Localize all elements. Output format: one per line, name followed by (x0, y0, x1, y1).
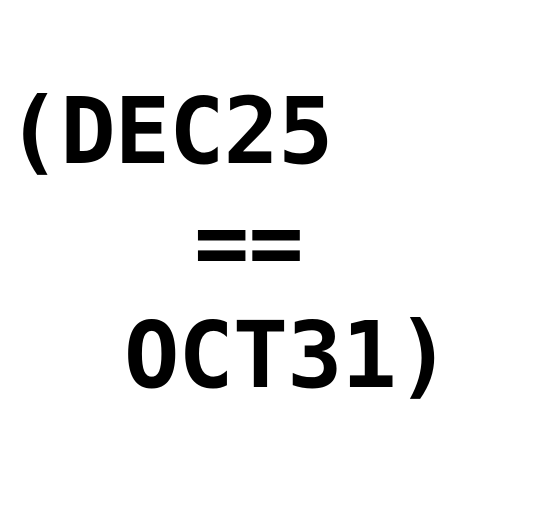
expression-line-oct31: OCT31) (124, 302, 451, 409)
expression-line-equals: == (194, 189, 303, 296)
expression-line-dec25: (DEC25 (6, 78, 333, 185)
